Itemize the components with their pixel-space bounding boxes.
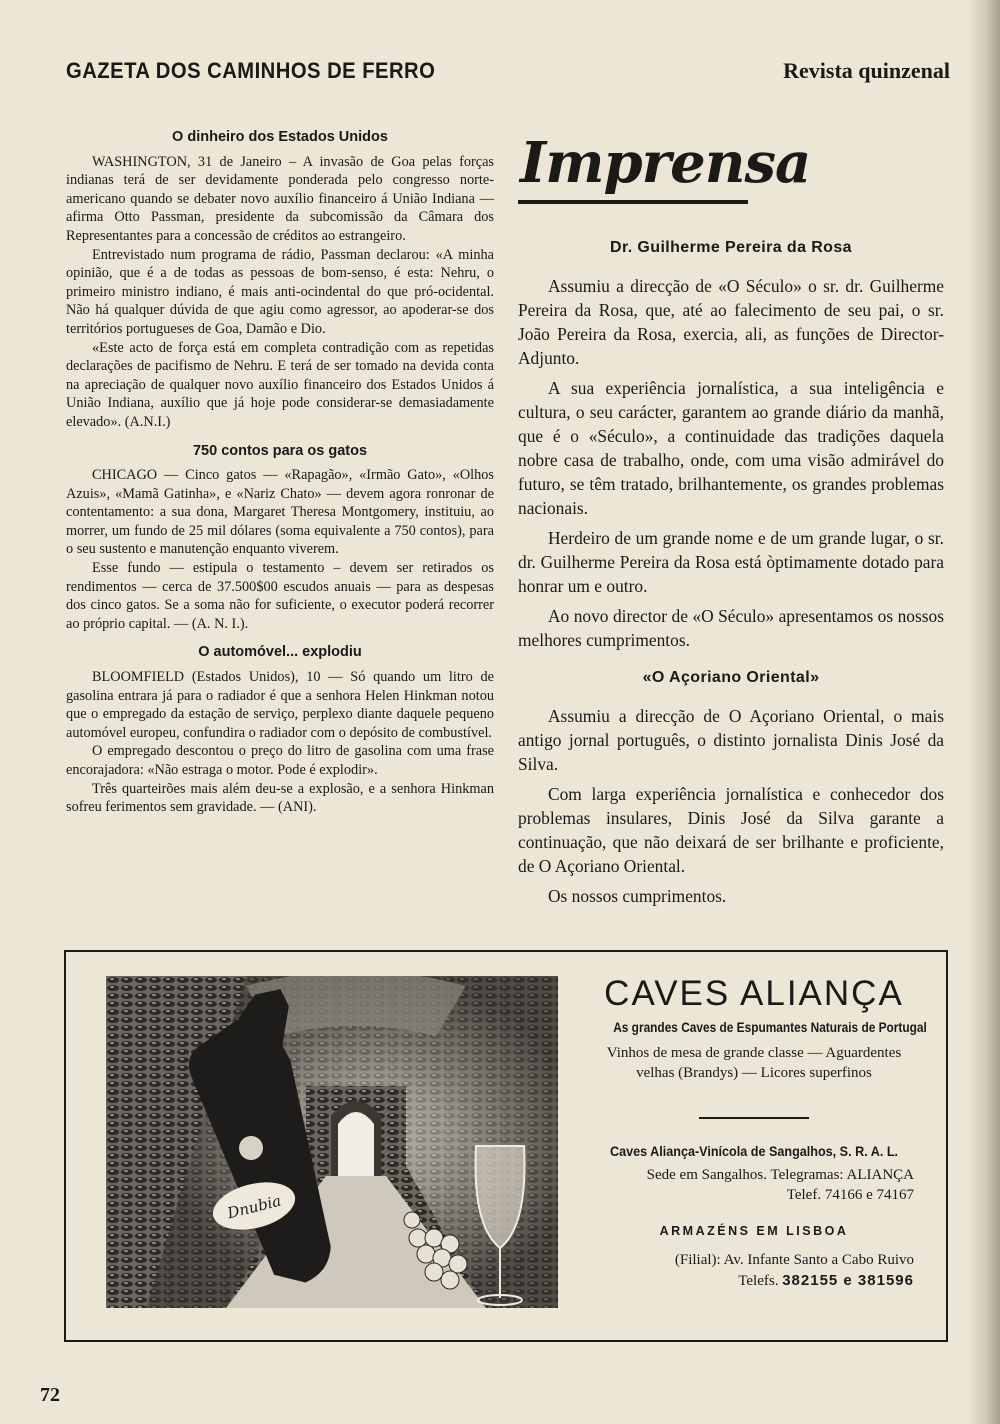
right-column	[518, 236, 944, 922]
ad-tagline: As grandes Caves de Espumantes Naturais de Portugal	[613, 1020, 927, 1035]
article-paragraph: Herdeiro de um grande nome e de um grande lugar, o sr. dr. Guilherme Pereira da Rosa está òptimamente dotado para honrar um e outro.	[518, 528, 944, 596]
ad-company-name: Caves Aliança-Vinícola de Sangalhos, S. R. A. L.	[610, 1143, 899, 1159]
article-acoriano	[518, 666, 944, 908]
article-paragraph: «Este acto de força está em completa contradição com as repetidas declarações de pacifismo de Nehru. E terá de ser tomado na devida conta na apreciação de qualquer novo auxílio financeiro dos Estados Unidos á União Indiana, auxílio que já hoje pode considerar-se demasiadamente elevado». (A.N.I.)	[66, 339, 494, 430]
article-title: Dr. Guilherme Pereira da Rosa	[610, 239, 852, 256]
ad-headquarters: Sede em Sangalhos. Telegramas: ALIANÇA	[646, 1167, 914, 1183]
article-paragraph: Ao novo director de «O Século» apresentamos os nossos melhores cumprimentos.	[518, 606, 944, 650]
page-number: 72	[40, 1384, 60, 1406]
article-paragraph: Assumiu a direcção de O Açoriano Oriental, o mais antigo jornal português, o distinto jornalista Dinis José da Silva.	[518, 706, 944, 774]
article-paragraph: Esse fundo — estipula o testamento – devem ser retirados os rendimentos — cerca de 37.500$00 escudos anuais — para as despesas dos cinco gatos. Se a soma não for suficiente, o executor poderá recorrer ao próprio capital. — (A. N. I.).	[66, 560, 494, 632]
article-paragraph: Três quarteirões mais além deu-se a explosão, e a senhora Hinkman sofreu ferimentos sem gravidade. — (ANI).	[66, 780, 494, 816]
article-paragraph: Com larga experiência jornalística e conhecedor dos problemas insulares, Dinis José da Silva garante a continuação, que não deixará de ser brilhante e proficiente, de O Açoriano Oriental.	[518, 784, 944, 876]
article-paragraph: CHICAGO — Cinco gatos — «Rapagão», «Irmão Gato», «Olhos Azuis», «Mamã Gatinha», e «Nariz Chato» — devem agora ronronar de contentamento: a sua dona, Margaret Theresa Montgomery, instituiu, ao morrer, um fundo de 25 mil dólares (soma equivalente a 750 contos), para o seu sustento e manutenção enquanto viverem.	[66, 467, 494, 558]
ad-divider	[699, 1117, 809, 1119]
ad-warehouses-heading: ARMAZÉNS EM LISBOA	[659, 1224, 849, 1238]
caves-alianca-advertisement	[64, 950, 948, 1342]
article-gatos	[66, 442, 494, 634]
wine-cellar-illustration	[106, 976, 558, 1308]
svg-text:Dnubia: Dnubia	[225, 1191, 283, 1223]
ad-text-block	[594, 974, 927, 1290]
article-title: 750 contos para os gatos	[192, 442, 368, 459]
ad-brand-title: CAVES ALIANÇA	[604, 974, 904, 1013]
article-paragraph: A sua experiência jornalística, a sua inteligência e cultura, o seu carácter, garantem ao grande diário da manhã, que é o «Século», a continuidade das tradições daquela nobre casa de trabalho, onde, com uma visão admirável do futuro, se têm tratado, brilhantemente, os grandes problemas nacionais.	[518, 378, 944, 518]
article-title: O dinheiro dos Estados Unidos	[172, 129, 388, 145]
article-guilherme	[518, 236, 944, 652]
article-automovel	[66, 643, 494, 816]
left-column	[66, 128, 494, 827]
article-paragraph: Entrevistado num programa de rádio, Passman declarou: «A minha opinião, que é a de todas as pessoas de bom-senso, é esta: Nehru, o primeiro ministro indiano, é mais anti-ocindental do que pró-ocidental. Não há qualquer dúvida de que agiu como agressor, ao apoderar-se dos territórios portugueses de Goa, Damão e Dio.	[66, 246, 494, 337]
ad-telephone: Telef. 74166 e 74167	[786, 1187, 914, 1203]
article-paragraph: O empregado descontou o preço do litro de gasolina com uma frase encorajadora: «Não estraga o motor. Pode é explodir».	[66, 743, 494, 778]
article-title: «O Açoriano Oriental»	[642, 669, 820, 686]
article-paragraph: Os nossos cumprimentos.	[548, 886, 727, 906]
article-paragraph: WASHINGTON, 31 de Janeiro – A invasão de Goa pelas forças indianas terá de ser devidamente ponderada pelo congresso norte-americano quando se debater novo auxílio financeiro á União Indiana — afirma Otto Passman, presidente da subcomissão da Câmara dos Representantes para a concessão de créditos ao estrangeiro.	[66, 153, 494, 244]
masthead-underline	[518, 200, 748, 204]
ad-phones-label: Telefs.	[738, 1273, 779, 1289]
article-paragraph: Assumiu a direcção de «O Século» o sr. dr. Guilherme Pereira da Rosa, que, até ao falecimento de seu pai, o sr. João Pereira da Rosa, exercia, ali, as funções de Director-Adjunto.	[518, 276, 944, 368]
journal-subtitle: Revista quinzenal	[783, 58, 950, 83]
journal-title: GAZETA DOS CAMINHOS DE FERRO	[66, 58, 436, 83]
ad-branch-phones	[594, 1272, 914, 1290]
article-dinheiro	[66, 128, 494, 432]
article-title: O automóvel... explodiu	[198, 644, 362, 661]
ad-branch-address: (Filial): Av. Infante Santo a Cabo Ruivo	[674, 1252, 914, 1268]
article-paragraph: BLOOMFIELD (Estados Unidos), 10 — Só quando um litro de gasolina entrara já para o radiador é que a senhora Helen Hinkman notou que o empregado da estação de serviço, perplexo diante daquele pequeno automóvel europeu, confundira o radiador com o depósito de combustível.	[66, 669, 494, 741]
imprensa-masthead: Imprensa	[520, 130, 811, 196]
ad-products: Vinhos de mesa de grande classe — Aguardentes velhas (Brandys) — Licores superfinos	[606, 1045, 902, 1081]
binding-shadow	[968, 0, 1000, 1424]
ad-phones-numbers: 382155 e 381596	[782, 1272, 914, 1289]
